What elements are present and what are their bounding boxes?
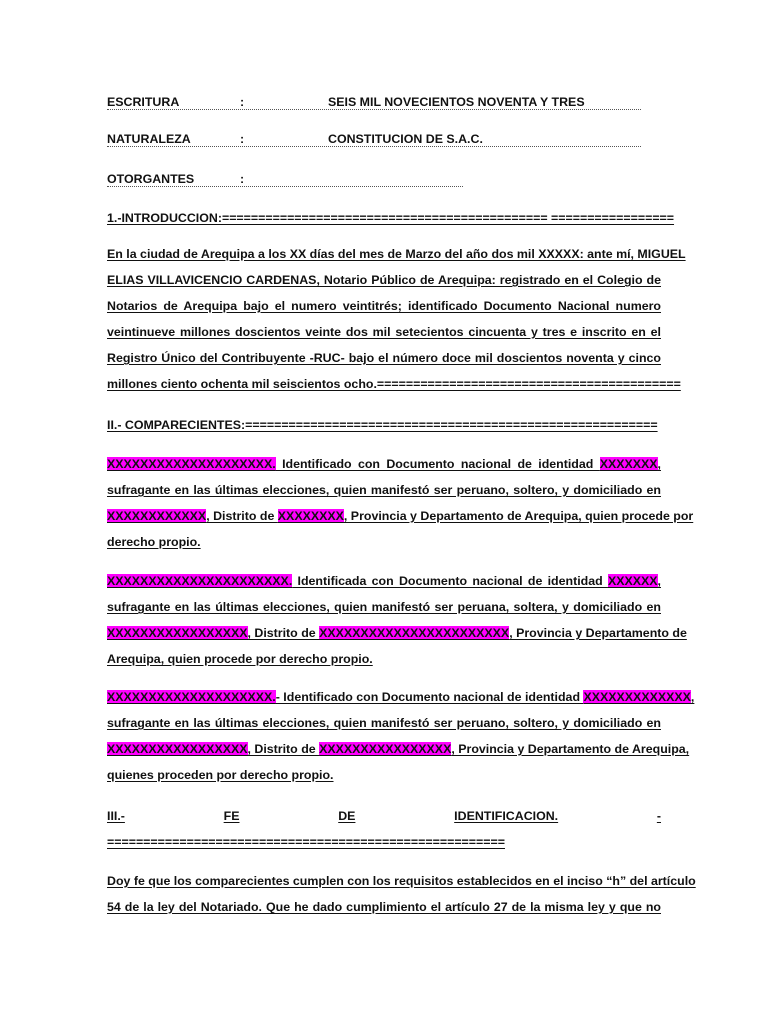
text-span: , xyxy=(657,574,661,588)
intro-heading: 1.-INTRODUCCION:============================================= ================= xyxy=(107,211,675,225)
intro-line: En la ciudad de Arequipa a los XX días del mes de Marzo del año dos mil XXXXX: ante mí, MIGUEL xyxy=(107,247,686,261)
redacted-name: XXXXXXXXXXXXXXXXXXXX. xyxy=(107,690,276,704)
redacted-dni: XXXXXX xyxy=(607,574,658,588)
text-span: , Distrito de xyxy=(247,626,320,640)
compareciente-3-line-3 xyxy=(107,741,690,757)
compareciente-3-line-2: sufragante en las últimas elecciones, quien manifestó ser peruano, soltero, y domiciliado en xyxy=(107,716,661,730)
compareciente-1-line-1 xyxy=(107,456,661,472)
escritura-value: SEIS MIL NOVECIENTOS NOVENTA Y TRES xyxy=(328,95,585,109)
naturaleza-label: NATURALEZA xyxy=(107,132,191,146)
escritura-dotted-line xyxy=(107,109,641,110)
intro-line: ELIAS VILLAVICENCIO CARDENAS, Notario Público de Arequipa: registrado en el Colegio de xyxy=(107,273,661,287)
text-span: , Provincia y Departamento de Arequipa, quien procede por xyxy=(343,509,694,523)
text-span: , xyxy=(690,690,695,704)
fe-heading xyxy=(107,808,661,824)
redacted-address: XXXXXXXXXXXXXXXXX xyxy=(107,742,248,756)
otorgantes-colon: : xyxy=(240,172,245,186)
intro-line: veintinueve millones doscientos veinte dos mil setecientos cincuenta y tres e inscrito en el xyxy=(107,325,661,339)
fe-heading-part: DE xyxy=(338,809,356,823)
text-span: , Distrito de xyxy=(247,742,320,756)
naturaleza-colon: : xyxy=(240,132,245,146)
naturaleza-value: CONSTITUCION DE S.A.C. xyxy=(328,132,483,146)
fe-line: Doy fe que los comparecientes cumplen con los requisitos establecidos en el inciso “h” del artículo xyxy=(107,874,696,888)
intro-line: millones ciento ochenta mil seiscientos ocho.========================================== xyxy=(107,377,681,391)
fe-heading-part: - xyxy=(656,809,661,823)
text-span: , Provincia y Departamento de xyxy=(509,626,687,640)
compareciente-1-line-3 xyxy=(107,508,694,524)
comparecientes-heading: II.- COMPARECIENTES:========================================================= xyxy=(107,418,658,432)
redacted-district: XXXXXXXX xyxy=(277,509,344,523)
redacted-name: XXXXXXXXXXXXXXXXXXXXXX. xyxy=(107,574,293,588)
compareciente-2-line-3 xyxy=(107,625,687,641)
compareciente-3-line-4: quienes proceden por derecho propio. xyxy=(107,768,334,782)
text-span: Identificada con Documento nacional de identidad xyxy=(292,574,608,588)
compareciente-3-line-1 xyxy=(107,689,695,705)
redacted-name: XXXXXXXXXXXXXXXXXXXX. xyxy=(107,457,276,471)
intro-line: Notarios de Arequipa bajo el numero veintitrés; identificado Documento Nacional numero xyxy=(107,299,661,313)
fe-heading-part: III.- xyxy=(107,809,125,823)
escritura-label: ESCRITURA xyxy=(107,95,180,109)
compareciente-1-line-4: derecho propio. xyxy=(107,535,201,549)
redacted-dni: XXXXXXX xyxy=(599,457,658,471)
text-span: , Distrito de xyxy=(206,509,278,523)
text-span: , xyxy=(657,457,661,471)
compareciente-1-line-2: sufragante en las últimas elecciones, quien manifestó ser peruano, soltero, y domiciliado en xyxy=(107,483,661,497)
intro-line: Registro Único del Contribuyente -RUC- bajo el número doce mil doscientos noventa y cinco xyxy=(107,351,661,365)
redacted-district: XXXXXXXXXXXXXXXX xyxy=(319,742,452,756)
text-span: , Provincia y Departamento de Arequipa, xyxy=(451,742,690,756)
redacted-district: XXXXXXXXXXXXXXXXXXXXXXX xyxy=(319,626,510,640)
otorgantes-dotted-line xyxy=(107,186,463,187)
compareciente-2-line-2: sufragante en las últimas elecciones, quien manifestó ser peruana, soltera, y domiciliado en xyxy=(107,600,661,614)
text-span: - Identificado con Documento nacional de identidad xyxy=(275,690,584,704)
escritura-colon: : xyxy=(240,95,245,109)
otorgantes-label: OTORGANTES xyxy=(107,172,195,186)
redacted-address: XXXXXXXXXXXX xyxy=(107,509,207,523)
fe-heading-rule: ======================================================= xyxy=(107,835,505,849)
fe-heading-part: FE xyxy=(223,809,240,823)
compareciente-2-line-4: Arequipa, quien procede por derecho propio. xyxy=(107,652,373,666)
fe-line: 54 de la ley del Notariado. Que he dado cumplimiento el artículo 27 de la misma ley y que no xyxy=(107,900,661,914)
naturaleza-dotted-line xyxy=(107,146,641,147)
fe-heading-part: IDENTIFICACION. xyxy=(454,809,559,823)
text-span: Identificado con Documento nacional de identidad xyxy=(275,457,600,471)
compareciente-2-line-1 xyxy=(107,573,661,589)
redacted-dni: XXXXXXXXXXXXX xyxy=(583,690,691,704)
redacted-address: XXXXXXXXXXXXXXXXX xyxy=(107,626,248,640)
